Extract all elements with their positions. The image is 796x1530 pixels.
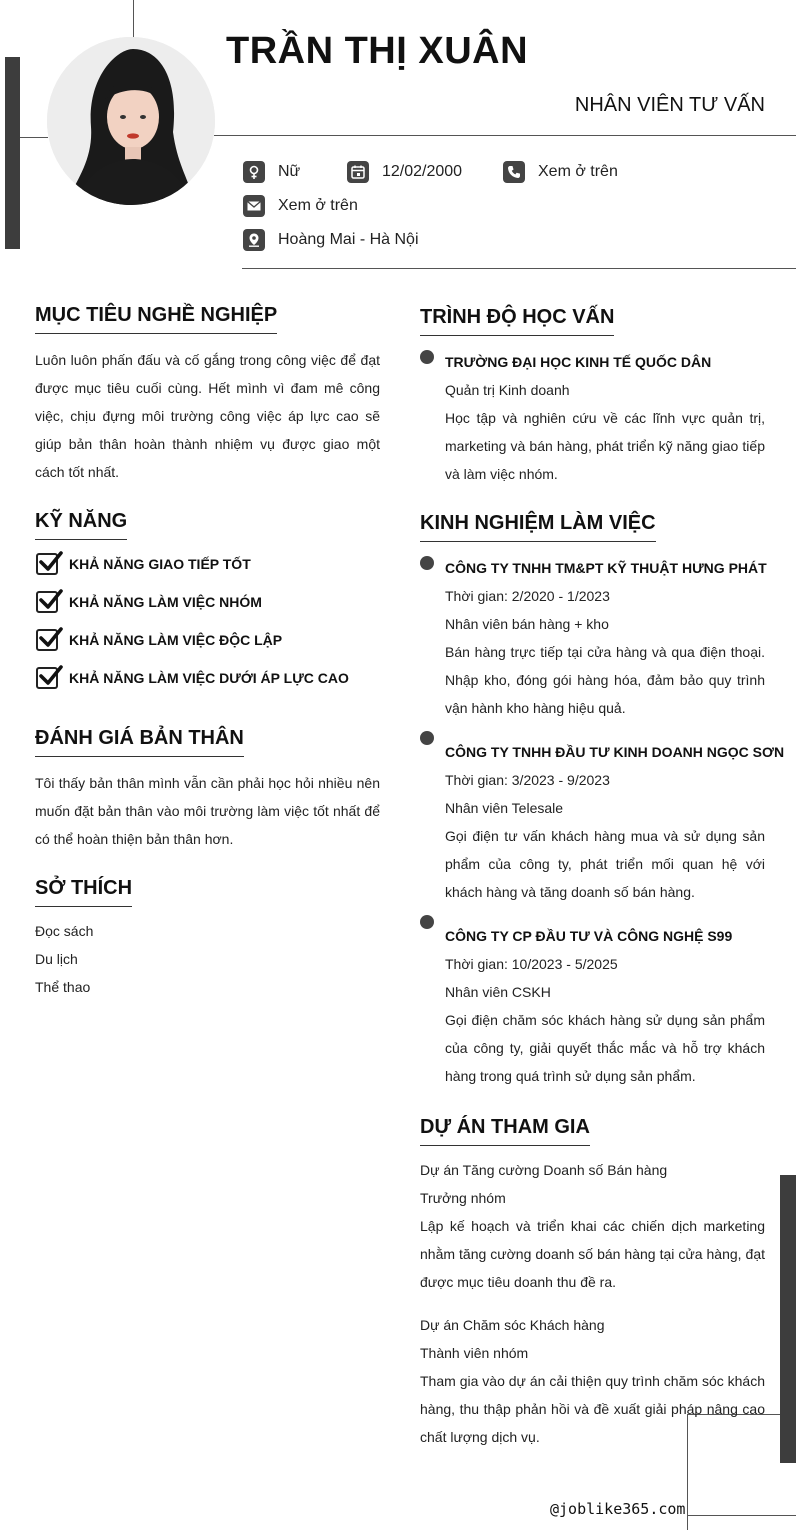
skills-list [35, 545, 380, 697]
skill-label: KHẢ NĂNG LÀM VIỆC ĐỘC LẬP [69, 632, 283, 648]
top-decor-vertical-line [133, 0, 134, 38]
experience-item [420, 554, 765, 722]
contact-address [243, 229, 419, 251]
left-accent-bar [5, 57, 20, 249]
phone-icon [503, 161, 525, 183]
contact-divider-line [242, 268, 796, 269]
right-accent-bar [780, 1175, 796, 1463]
school-major: Quản trị Kinh doanh [445, 382, 570, 398]
bullet-dot-icon [420, 915, 434, 929]
job-title: NHÂN VIÊN TƯ VẤN [574, 94, 765, 116]
company-name: CÔNG TY TNHH TM&PT KỸ THUẬT HƯNG PHÁT [445, 560, 767, 576]
skill-label: KHẢ NĂNG LÀM VIỆC DƯỚI ÁP LỰC CAO [69, 670, 349, 686]
education-section [420, 306, 765, 488]
work-position: Nhân viên bán hàng + kho [445, 616, 609, 632]
checkbox-checked-icon [36, 591, 58, 613]
education-title: TRÌNH ĐỘ HỌC VẤN [420, 306, 614, 336]
right-column [420, 306, 785, 1451]
left-decor-horizontal-line [20, 137, 48, 138]
work-time: Thời gian: 3/2023 - 9/2023 [445, 772, 610, 788]
bottom-decor-horizontal-line-bottom [687, 1515, 796, 1516]
header-divider-line [214, 135, 796, 136]
work-position: Nhân viên Telesale [445, 800, 564, 816]
skill-item [35, 583, 380, 621]
checkbox-checked-icon [36, 667, 58, 689]
education-description: Học tập và nghiên cứu về các lĩnh vực quản trị, marketing và bán hàng, phát triển kỹ năng giao tiếp và làm việc nhóm. [445, 410, 765, 482]
projects-section [420, 1116, 765, 1451]
hobbies-list [35, 917, 380, 1001]
skills-section [35, 510, 380, 697]
projects-title: DỰ ÁN THAM GIA [420, 1116, 590, 1146]
portrait-image [47, 37, 215, 205]
self-assessment-text: Tôi thấy bản thân mình vẫn cần phải học hỏi nhiều nên muốn đặt bản thân vào môi trường làm việc tốt nhất để có thể hoàn thiện bản thân hơn. [35, 775, 380, 847]
bullet-dot-icon [420, 556, 434, 570]
gender-icon [243, 161, 265, 183]
objective-title: MỤC TIÊU NGHỀ NGHIỆP [35, 304, 277, 334]
hobby-item: Thể thao [35, 979, 91, 995]
objective-text: Luôn luôn phấn đấu và cố gắng trong công việc để đạt được mục tiêu cuối cùng. Hết mình vì đam mê công việc, chịu đựng môi trường công việc áp lực cao sẽ giúp bản thân hoàn thành nhiệm vụ được giao một cách tốt nhất. [35, 352, 380, 480]
work-description: Gọi điện tư vấn khách hàng mua và sử dụng sản phẩm của công ty, phát triển mối quan hệ với khách hàng và tăng doanh số bán hàng. [445, 828, 765, 900]
self-assessment-title: ĐÁNH GIÁ BẢN THÂN [35, 727, 244, 757]
project-description: Tham gia vào dự án cải thiện quy trình chăm sóc khách hàng, thu thập phản hồi và đề xuất giải pháp nâng cao chất lượng dịch vụ. [420, 1373, 765, 1445]
work-time: Thời gian: 2/2020 - 1/2023 [445, 588, 610, 604]
education-item [420, 348, 765, 488]
experience-item [420, 913, 765, 1090]
footer-watermark: @joblike365.com [550, 1500, 686, 1518]
work-description: Gọi điện chăm sóc khách hàng sử dụng sản phẩm của công ty, giải quyết thắc mắc và hỗ trợ khách hàng trong quá trình sử dụng sản phẩm. [445, 1012, 765, 1084]
work-time: Thời gian: 10/2023 - 5/2025 [445, 956, 618, 972]
project-role: Thành viên nhóm [420, 1345, 529, 1361]
hobbies-section [35, 877, 380, 1001]
company-name: CÔNG TY CP ĐẦU TƯ VÀ CÔNG NGHỆ S99 [445, 928, 733, 944]
project-item [420, 1311, 765, 1451]
hobbies-title: SỞ THÍCH [35, 877, 132, 907]
calendar-icon [347, 161, 369, 183]
experience-section [420, 512, 785, 1090]
checkbox-checked-icon [36, 553, 58, 575]
project-item [420, 1156, 765, 1296]
project-description: Lập kế hoạch và triển khai các chiến dịch marketing nhằm tăng cường doanh số bán hàng tại cửa hàng, đạt được mục tiêu doanh thu đề ra. [420, 1218, 765, 1290]
contact-email [243, 195, 358, 217]
contact-gender [243, 161, 300, 183]
gender-value: Nữ [278, 163, 301, 180]
address-value: Hoàng Mai - Hà Nội [278, 231, 419, 248]
school-name: TRƯỜNG ĐẠI HỌC KINH TẾ QUỐC DÂN [445, 354, 712, 370]
birthday-value: 12/02/2000 [382, 163, 463, 180]
work-position: Nhân viên CSKH [445, 984, 551, 1000]
email-value: Xem ở trên [278, 197, 358, 214]
bullet-dot-icon [420, 731, 434, 745]
skill-item [35, 621, 380, 659]
hobby-item: Du lịch [35, 951, 78, 967]
mail-icon [243, 195, 265, 217]
candidate-name: TRẦN THỊ XUÂN [226, 30, 529, 72]
bullet-dot-icon [420, 350, 434, 364]
experience-title: KINH NGHIỆM LÀM VIỆC [420, 512, 656, 542]
hobby-item: Đọc sách [35, 923, 94, 939]
objective-section [35, 304, 380, 486]
skill-item [35, 659, 380, 697]
checkbox-checked-icon [36, 629, 58, 651]
project-name: Dự án Chăm sóc Khách hàng [420, 1317, 605, 1333]
profile-photo [47, 37, 215, 205]
skill-label: KHẢ NĂNG LÀM VIỆC NHÓM [69, 594, 262, 610]
experience-item [420, 729, 785, 906]
contact-birthday [347, 161, 462, 183]
location-icon [243, 229, 265, 251]
skill-label: KHẢ NĂNG GIAO TIẾP TỐT [69, 556, 251, 572]
skills-title: KỸ NĂNG [35, 510, 127, 540]
project-name: Dự án Tăng cường Doanh số Bán hàng [420, 1162, 668, 1178]
left-column [35, 304, 380, 1001]
work-description: Bán hàng trực tiếp tại cửa hàng và qua điện thoại. Nhập kho, đóng gói hàng hóa, đảm bảo quy trình vận hành kho hàng hiệu quả. [445, 644, 765, 716]
company-name: CÔNG TY TNHH ĐẦU TƯ KINH DOANH NGỌC SƠN [445, 744, 785, 760]
skill-item [35, 545, 380, 583]
contact-phone [503, 161, 618, 183]
self-assessment-section [35, 727, 380, 853]
phone-value: Xem ở trên [538, 163, 618, 180]
project-role: Trưởng nhóm [420, 1190, 506, 1206]
